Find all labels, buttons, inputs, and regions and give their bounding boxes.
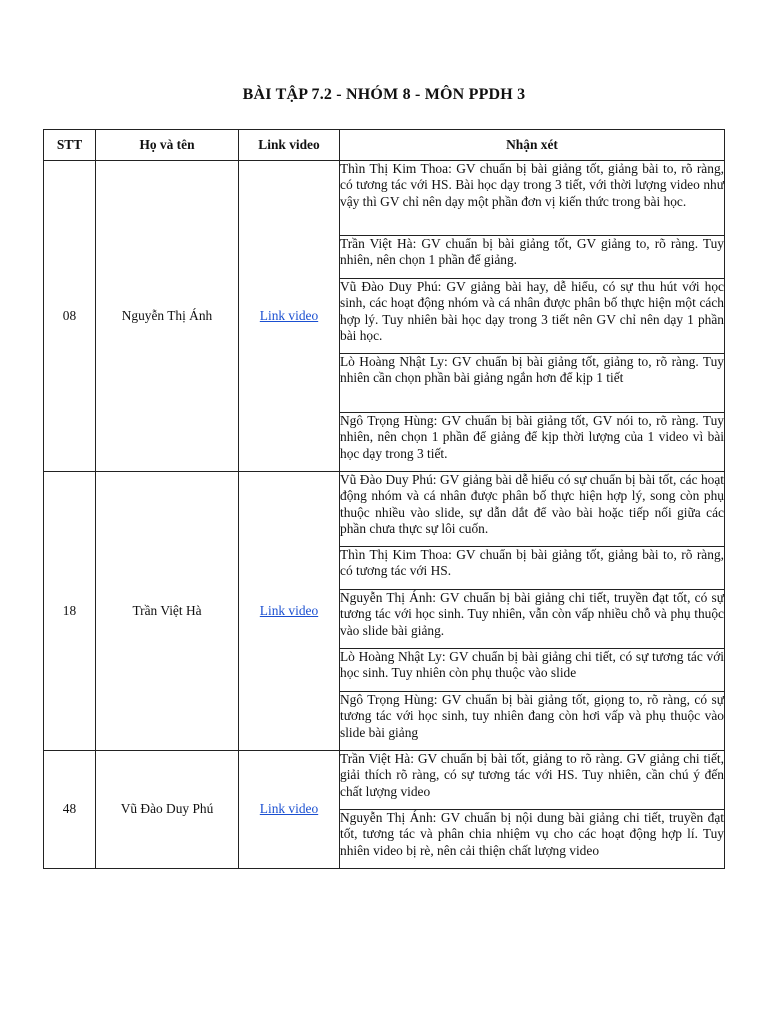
review-table bbox=[43, 129, 725, 869]
comment-cell: Nguyễn Thị Ánh: GV chuẩn bị bài giảng chi tiết, truyền đạt tốt, có sự tương tác với học sinh. Tuy nhiên, vẫn còn vấp nhiều chỗ và phụ thuộc vào slide bài giảng. bbox=[340, 590, 725, 649]
comment-cell: Ngô Trọng Hùng: GV chuẩn bị bài giảng tốt, GV nói to, rõ ràng. Tuy nhiên, nên chọn 1 phần để giảng để kịp thời lượng của 1 video vì bài học dạy trong 3 tiết. bbox=[340, 413, 725, 472]
video-link[interactable]: Link video bbox=[259, 307, 319, 323]
comment-cell: Lò Hoàng Nhật Ly: GV chuẩn bị bài giảng tốt, giảng to, rõ ràng. Tuy nhiên cần chọn phần bài giảng ngắn hơn để kịp 1 tiết bbox=[340, 354, 725, 413]
student-name-cell: Vũ Đào Duy Phú bbox=[96, 751, 239, 869]
stt-cell: 08 bbox=[44, 161, 96, 472]
comment-cell: Thìn Thị Kim Thoa: GV chuẩn bị bài giảng tốt, giảng bài to, rõ ràng, có tương tác với HS. Bài học dạy trong 3 tiết, với thời lượng video như vậy thì GV chỉ nên dạy một phần đơn vị kiến thức trong bài học. bbox=[340, 161, 725, 236]
comment-cell: Vũ Đào Duy Phú: GV giảng bài hay, dễ hiểu, có sự thu hút với học sinh, các hoạt động nhóm và cá nhân được phân bố thực hiện một cách hợp lý. Tuy nhiên bài học dạy trong 3 tiết nên GV chỉ nên dạy 1 phần bài học. bbox=[340, 279, 725, 354]
comment-cell: Vũ Đào Duy Phú: GV giảng bài dễ hiểu có sự chuẩn bị bài tốt, các hoạt động nhóm và cá nhân được phân bố thực hiện hợp lý, song còn phụ thuộc nhiều vào slide, sự dẫn dắt để vào bài hoặc tiếp nối giữa các phần chưa thực sự lôi cuốn. bbox=[340, 472, 725, 547]
comment-cell: Thìn Thị Kim Thoa: GV chuẩn bị bài giảng tốt, giảng bài to, rõ ràng, có tương tác với HS. bbox=[340, 547, 725, 590]
comment-cell: Trần Việt Hà: GV chuẩn bị bài tốt, giảng to rõ ràng. GV giảng chi tiết, giải thích rõ ràng, có sự tương tác với HS. Tuy nhiên, cần chú ý đến chất lượng video bbox=[340, 751, 725, 810]
comment-text: Nguyễn Thị Ánh: GV chuẩn bị nội dung bài giảng chi tiết, truyền đạt tốt, tương tác và phân chia nhiệm vụ cho các hoạt động hợp lí. Tuy nhiên video bị rè, nên cải thiện chất lượng video bbox=[340, 810, 724, 858]
video-link[interactable]: Link video bbox=[259, 801, 319, 817]
header-comments: Nhận xét bbox=[340, 130, 725, 161]
student-name-cell: Trần Việt Hà bbox=[96, 472, 239, 751]
student-name-cell: Nguyễn Thị Ánh bbox=[96, 161, 239, 472]
comment-cell: Ngô Trọng Hùng: GV chuẩn bị bài giảng tốt, giọng to, rõ ràng, có sự tương tác với học sinh, tuy nhiên đang còn hơi vấp và phụ thuộc vào slide bài giảng bbox=[340, 692, 725, 751]
header-name: Họ và tên bbox=[96, 130, 239, 161]
stt-cell: 18 bbox=[44, 472, 96, 751]
header-row bbox=[44, 130, 725, 161]
video-link-cell bbox=[239, 472, 340, 751]
comment-cell bbox=[340, 810, 725, 869]
header-link: Link video bbox=[239, 130, 340, 161]
table-row bbox=[44, 751, 725, 810]
video-link-cell bbox=[239, 751, 340, 869]
header-stt: STT bbox=[44, 130, 96, 161]
table-row bbox=[44, 472, 725, 547]
stt-cell: 48 bbox=[44, 751, 96, 869]
video-link-cell bbox=[239, 161, 340, 472]
video-link[interactable]: Link video bbox=[259, 602, 319, 618]
comment-cell: Lò Hoàng Nhật Ly: GV chuẩn bị bài giảng chi tiết, có sự tương tác với học sinh. Tuy nhiên còn phụ thuộc vào slide bbox=[340, 649, 725, 692]
page-title: BÀI TẬP 7.2 - NHÓM 8 - MÔN PPDH 3 bbox=[242, 86, 526, 103]
table-row bbox=[44, 161, 725, 236]
comment-cell: Trần Việt Hà: GV chuẩn bị bài giảng tốt, GV giảng to, rõ ràng. Tuy nhiên, nên chọn 1 phần để giảng. bbox=[340, 236, 725, 279]
